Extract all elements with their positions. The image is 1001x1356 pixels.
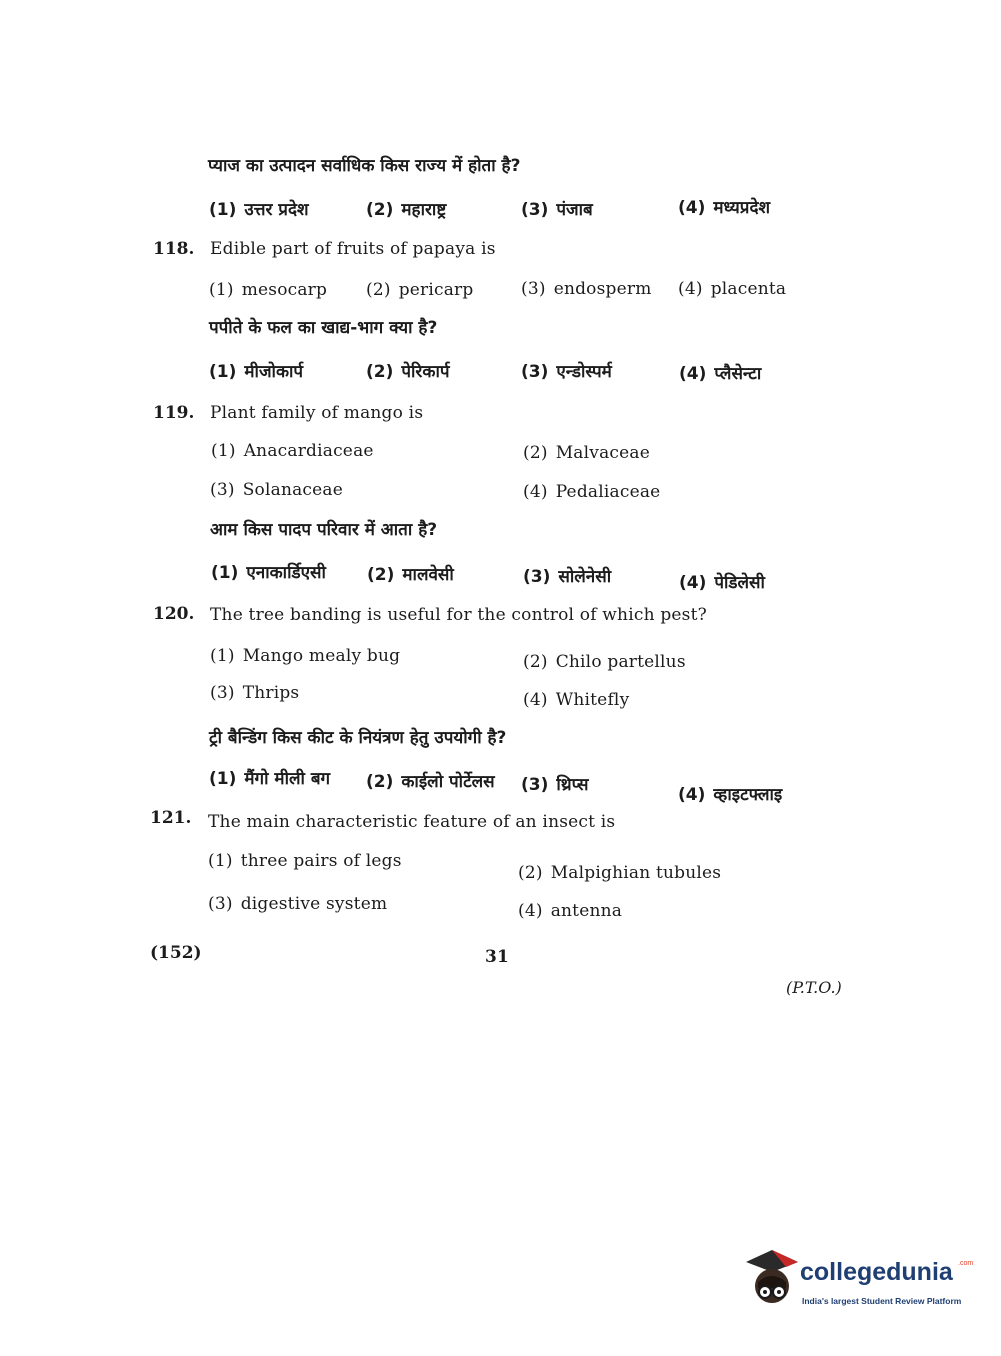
q118-option-1: (1) mesocarp (209, 280, 328, 300)
q120-option-4: (4) Whitefly (523, 690, 630, 710)
pto-note: (P.T.O.) (786, 978, 842, 997)
q117-hindi-option-4: (4) मध्यप्रदेश (678, 198, 771, 218)
q120-hindi-option-4: (4) व्हाइटफ्लाइ (678, 785, 783, 805)
q121-option-1: (1) three pairs of legs (208, 851, 402, 871)
q118-hindi-question: पपीते के फल का खाद्य-भाग क्या है? (209, 318, 438, 338)
q117-hindi-option-1: (1) उत्तर प्रदेश (209, 200, 309, 220)
q119-hindi-option-2: (2) मालवेसी (367, 565, 454, 585)
q121-number: 121. (150, 808, 192, 828)
q119-hindi-option-1: (1) एनाकार्डिएसी (211, 563, 326, 583)
q120-option-1: (1) Mango mealy bug (210, 646, 401, 666)
q118-option-2: (2) pericarp (366, 280, 474, 300)
q121-option-4: (4) antenna (518, 901, 623, 921)
q119-option-4: (4) Pedaliaceae (523, 482, 661, 502)
q119-option-3: (3) Solanaceae (210, 480, 344, 500)
q119-hindi-question: आम किस पादप परिवार में आता है? (210, 520, 438, 540)
q119-number: 119. (153, 403, 195, 423)
page-number: 31 (485, 947, 510, 967)
collegedunia-logo[interactable] (742, 1248, 972, 1312)
q119-option-1: (1) Anacardiaceae (211, 441, 374, 461)
paper-code: (152) (150, 943, 202, 963)
logo-tagline: India's largest Student Review Platform (802, 1296, 962, 1306)
q119-hindi-option-4: (4) पेडिलेसी (679, 573, 765, 593)
q119-option-2: (2) Malvaceae (523, 443, 650, 463)
q119-question: Plant family of mango is (210, 403, 424, 423)
q121-option-3: (3) digestive system (208, 894, 388, 914)
q120-hindi-option-3: (3) थ्रिप्स (521, 775, 589, 795)
logo-wordmark: collegedunia (800, 1258, 953, 1286)
q117-hindi-option-2: (2) महाराष्ट्र (366, 200, 447, 220)
q120-hindi-question: ट्री बैन्डिंग किस कीट के नियंत्रण हेतु उपयोगी है? (209, 728, 507, 748)
logo-com-suffix: .com (958, 1260, 974, 1267)
q120-hindi-option-2: (2) काईलो पोर्टेलस (366, 772, 495, 792)
q120-question: The tree banding is useful for the control of which pest? (210, 605, 707, 625)
q118-hindi-option-2: (2) पेरिकार्प (366, 362, 450, 382)
q119-hindi-option-3: (3) सोलेनेसी (523, 567, 612, 587)
q118-number: 118. (153, 239, 195, 259)
q121-option-2: (2) Malpighian tubules (518, 863, 722, 883)
q120-option-2: (2) Chilo partellus (523, 652, 686, 672)
student-mascot-icon (742, 1248, 800, 1312)
q120-hindi-option-1: (1) मैंगो मीली बग (209, 769, 331, 789)
q121-question: The main characteristic feature of an insect is (208, 812, 616, 832)
q117-hindi-question: प्याज का उत्पादन सर्वाधिक किस राज्य में होता है? (208, 156, 521, 176)
q118-hindi-option-1: (1) मीजोकार्प (209, 362, 304, 382)
q118-option-3: (3) endosperm (521, 279, 652, 299)
q120-option-3: (3) Thrips (210, 683, 300, 703)
q118-hindi-option-4: (4) प्लैसेन्टा (679, 364, 762, 384)
q118-hindi-option-3: (3) एन्डोस्पर्म (521, 362, 612, 382)
q117-hindi-option-3: (3) पंजाब (521, 200, 593, 220)
q118-option-4: (4) placenta (678, 279, 787, 299)
q120-number: 120. (153, 604, 195, 624)
q118-question: Edible part of fruits of papaya is (210, 239, 496, 259)
